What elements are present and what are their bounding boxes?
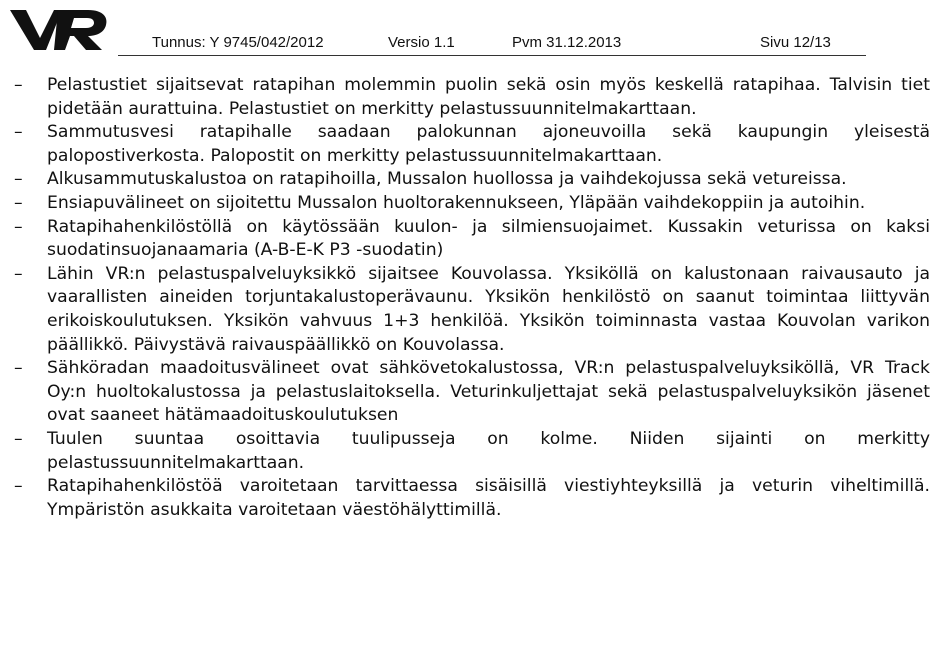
list-item-text: Ensiapuvälineet on sijoitettu Mussalon huoltorakennukseen, Yläpään vaihdekoppiin ja autoihin. [47,192,866,213]
document-date: Pvm 31.12.2013 [512,34,622,51]
header-divider [118,55,866,56]
list-item [14,428,930,475]
list-item [14,475,930,522]
bullet-dash: – [14,358,23,379]
bullet-dash: – [14,192,23,213]
page-header [0,0,945,62]
page-number: Sivu 12/13 [760,34,831,51]
list-item [14,192,930,216]
list-item-text: Alkusammutuskalustoa on ratapihoilla, Mussalon huollossa ja vaihdekojussa sekä vetureissa. [47,169,847,190]
list-item-text: Sammutusvesi ratapihalle saadaan palokunnan ajoneuvoilla sekä kaupungin yleisestä palopostiverkosta. Palopostit on merkitty pelastussuunnitelmakarttaan. [47,122,930,166]
list-item-text: Ratapihahenkilöstöllä on käytössään kuulon- ja silmiensuojaimet. Kussakin veturissa on kaksi suodatinsuojanaamaria (A-B-E-K P3 -suodatin) [47,216,930,261]
bullet-dash: – [14,216,23,237]
bullet-list [14,74,930,522]
list-item-text: Ratapihahenkilöstöä varoitetaan tarvittaessa sisäisillä viestiyhteyksillä ja veturin viheltimillä. Ympäristön asukkaita varoitetaan väestöhälyttimillä. [47,476,930,520]
bullet-dash: – [14,476,23,497]
list-item [14,216,930,263]
list-item [14,168,930,192]
bullet-dash: – [14,169,23,190]
list-item [14,263,930,357]
bullet-dash: – [14,428,23,449]
document-id: Tunnus: Y 9745/042/2012 [152,34,324,51]
document-version: Versio 1.1 [388,34,455,51]
list-item [14,357,930,428]
list-item-text: Tuulen suuntaa osoittavia tuulipusseja on kolme. Niiden sijainti on merkitty pelastussuunnitelmakarttaan. [47,428,930,473]
list-item-text: Lähin VR:n pelastuspalveluyksikkö sijaitsee Kouvolassa. Yksiköllä on kalustonaan raivausauto ja vaarallisten aineiden torjuntakalustoperävaunu. Yksikön henkilöstö on saanut toimintaa liittyvän erikoiskoulutuksen. Yksikön vahvuus 1+3 henkilöä. Yksikön toiminnasta vastaa Kouvolan varikon päällikkö. Päivystävä raivauspäällikkö on Kouvolassa. [47,263,930,355]
bullet-dash: – [14,263,23,284]
bullet-dash: – [14,75,23,95]
list-item-text: Sähköradan maadoitusvälineet ovat sähkövetokalustossa, VR:n pelastuspalveluyksiköllä, VR Track Oy:n huoltokalustossa ja pelastuslaitoksella. Veturinkuljettajat sekä pelastuspalveluyksikön jäsenet ovat saaneet hätämaadoituskoulutuksen [47,358,930,426]
list-item [14,74,930,121]
list-item-text: Pelastustiet sijaitsevat ratapihan molemmin puolin sekä osin myös keskellä ratapihaa. Talvisin tiet pidetään aurattuina. Pelastustiet on merkitty pelastussuunnitelmakarttaan. [47,75,930,119]
bullet-dash: – [14,122,23,143]
list-item [14,121,930,168]
vr-logo [8,4,108,56]
